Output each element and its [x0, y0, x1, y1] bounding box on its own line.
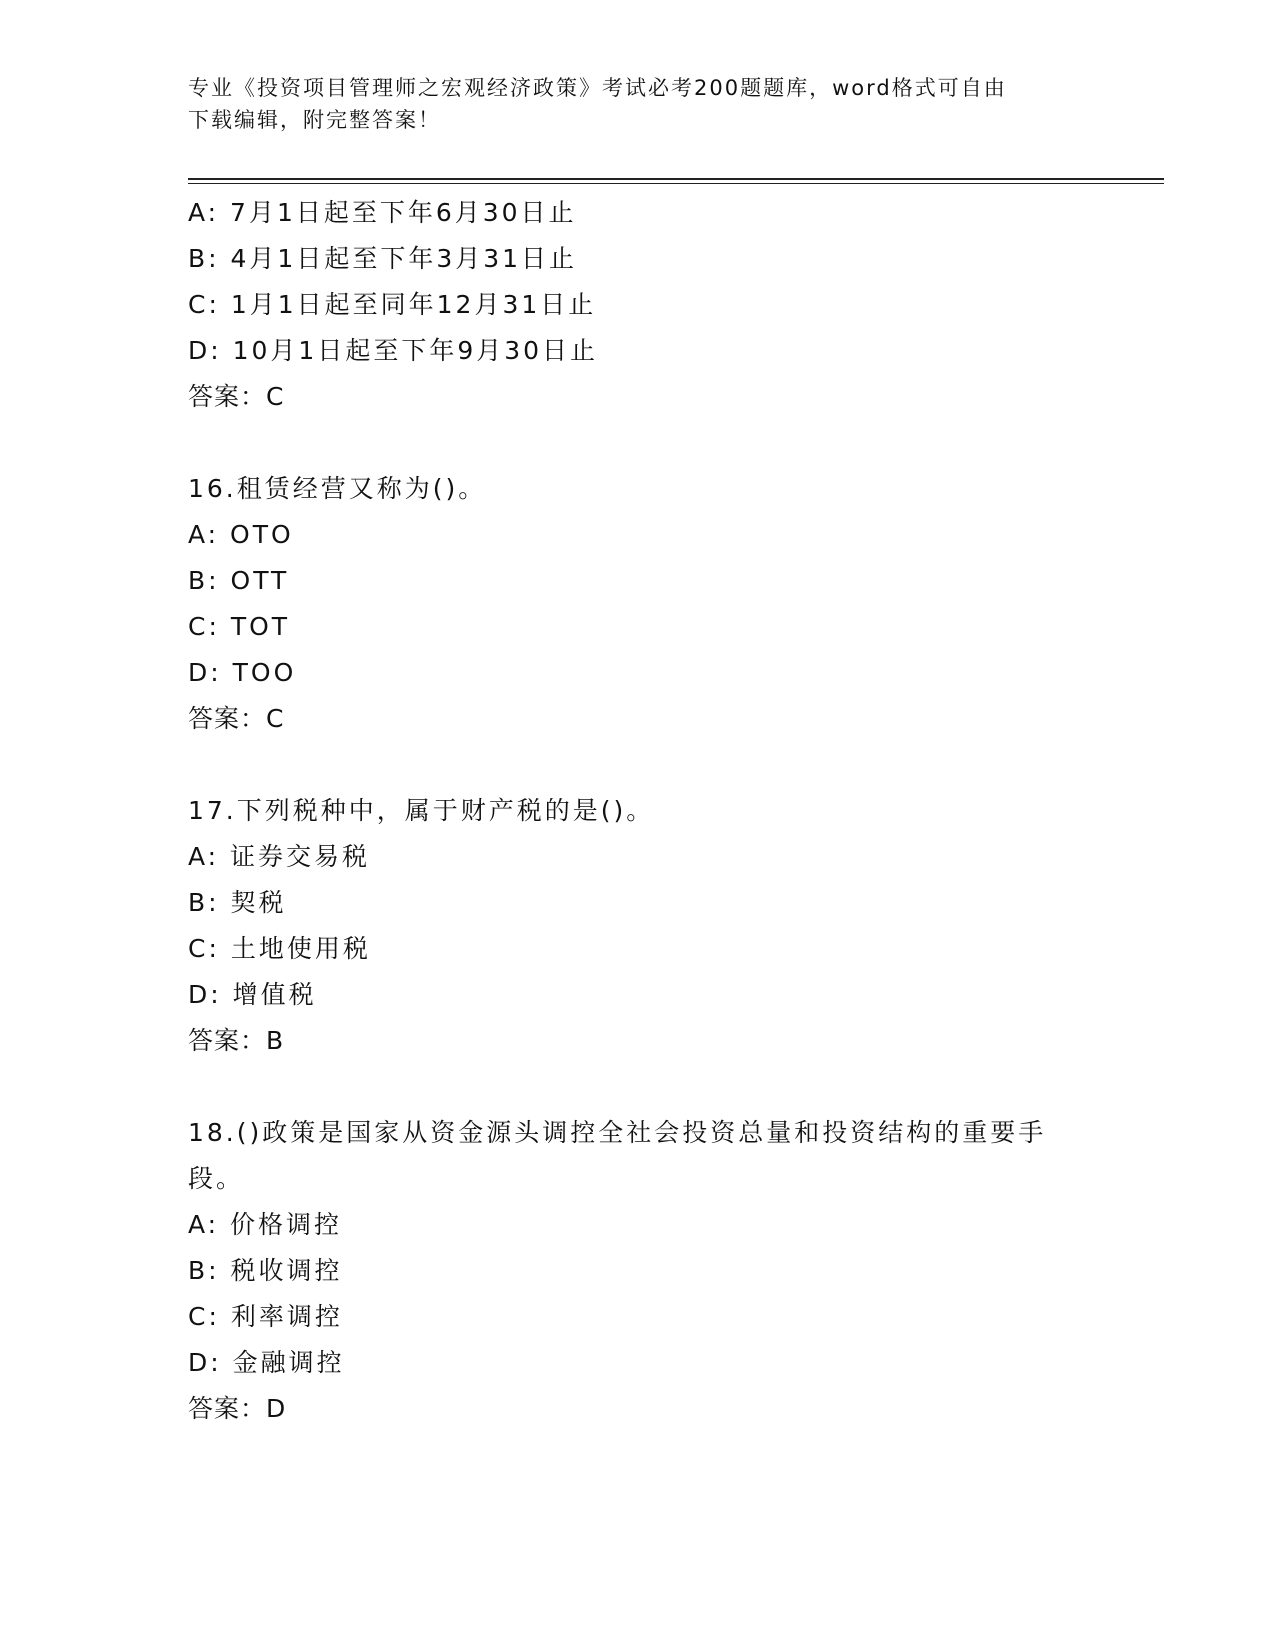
option-a: A: 7月1日起至下年6月30日止: [188, 198, 577, 227]
question-stem: 16.租赁经营又称为()。: [188, 474, 487, 503]
option-b: B: 4月1日起至下年3月31日止: [188, 244, 578, 273]
question-block-17: [188, 788, 1088, 1064]
option-d: D: 金融调控: [188, 1348, 345, 1377]
spacer: [188, 1064, 1088, 1110]
option-d: D: TOO: [188, 658, 297, 687]
answer-line: 答案：C: [188, 382, 285, 411]
option-d: D: 10月1日起至下年9月30日止: [188, 336, 599, 365]
header-divider-thick: [188, 178, 1164, 180]
question-stem: 17.下列税种中，属于财产税的是()。: [188, 796, 655, 825]
option-a: A: 证券交易税: [188, 842, 371, 871]
question-list: [188, 190, 1088, 1432]
option-b: B: 税收调控: [188, 1256, 343, 1285]
option-b: B: 契税: [188, 888, 287, 917]
option-c: C: 利率调控: [188, 1302, 343, 1331]
document-header: [188, 72, 1088, 136]
header-divider-thin: [188, 183, 1164, 184]
option-c: C: 土地使用税: [188, 934, 371, 963]
spacer: [188, 742, 1088, 788]
answer-line: 答案：B: [188, 1026, 285, 1055]
option-c: C: 1月1日起至同年12月31日止: [188, 290, 597, 319]
option-b: B: OTT: [188, 566, 290, 595]
option-c: C: TOT: [188, 612, 291, 641]
option-a: A: OTO: [188, 520, 294, 549]
option-d: D: 增值税: [188, 980, 317, 1009]
question-block-16: [188, 466, 1088, 742]
option-a: A: 价格调控: [188, 1210, 343, 1239]
question-stem: 18.()政策是国家从资金源头调控全社会投资总量和投资结构的重要手段。: [188, 1118, 1047, 1193]
header-title-line-1: 专业《投资项目管理师之宏观经济政策》考试必考200题题库，word格式可自由: [188, 76, 1007, 100]
question-block-15: [188, 190, 1088, 420]
question-block-18: [188, 1110, 1088, 1432]
spacer: [188, 420, 1088, 466]
answer-line: 答案：D: [188, 1394, 287, 1423]
answer-line: 答案：C: [188, 704, 285, 733]
header-title-line-2: 下载编辑，附完整答案！: [188, 108, 441, 132]
